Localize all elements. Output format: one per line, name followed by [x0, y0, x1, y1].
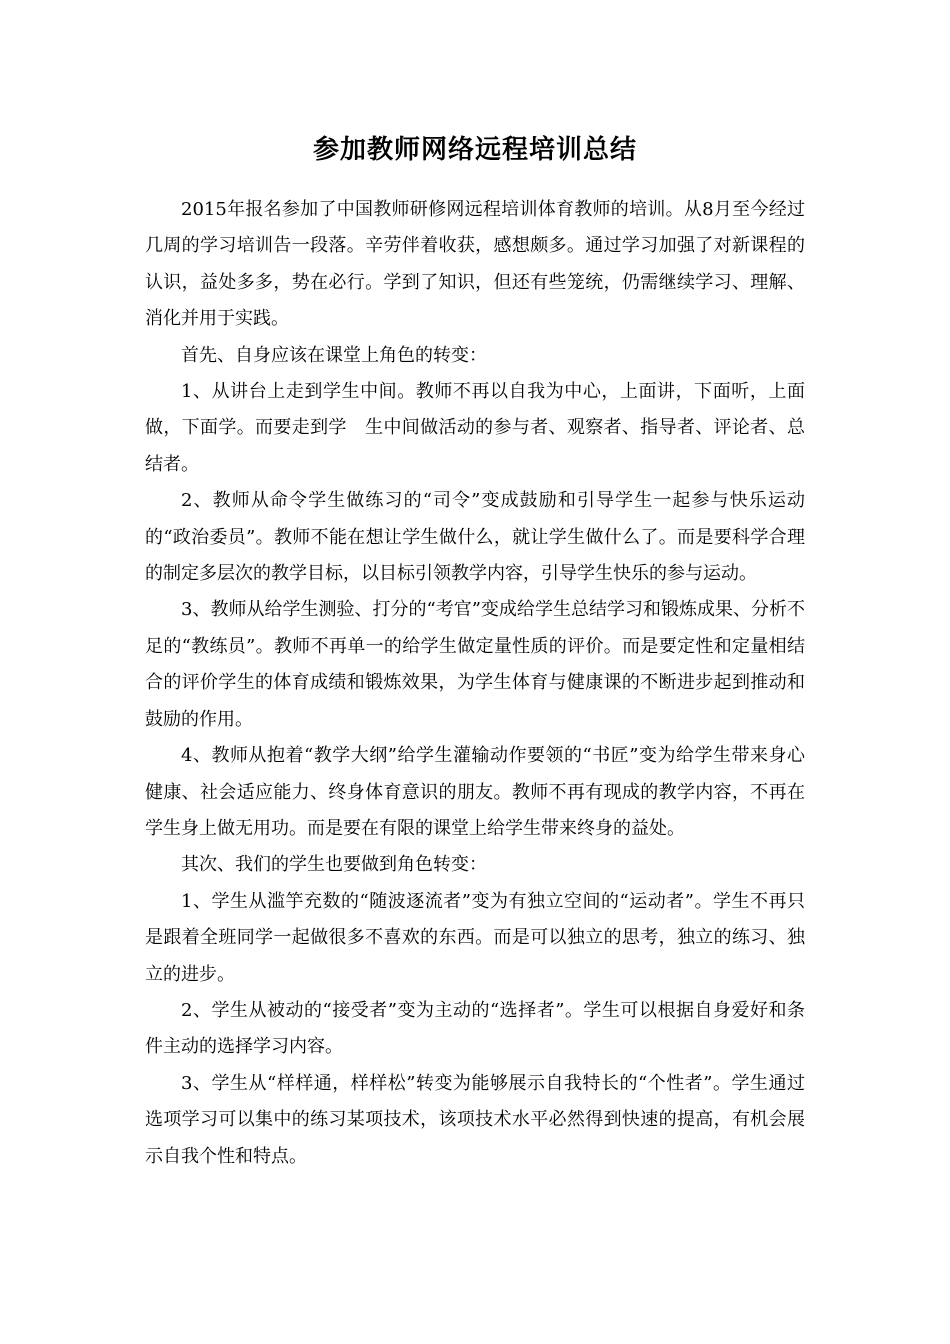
- document-body: [145, 192, 805, 1175]
- paragraph-teacher-point-4: 4、教师从抱着“教学大纲”给学生灌输动作要领的“书匠”变为给学生带来身心健康、社会适应能力、终身体育意识的朋友。教师不再有现成的教学内容，不再在学生身上做无用功。而是要在有限的课堂上给学生带来终身的益处。: [145, 745, 805, 839]
- document-title: 参加教师网络远程培训总结: [312, 135, 637, 165]
- paragraph-student-point-3: 3、学生从“样样通，样样松”转变为能够展示自我特长的“个性者”。学生通过选项学习可以集中的练习某项技术，该项技术水平必然得到快速的提高，有机会展示自我个性和特点。: [145, 1072, 805, 1167]
- paragraph-intro: 2015年报名参加了中国教师研修网远程培训体育教师的培训。从8月至今经过几周的学习培训告一段落。辛劳伴着收获，感想颇多。通过学习加强了对新课程的认识，益处多多，势在必行。学到了知识，但还有些笼统，仍需继续学习、理解、消化并用于实践。: [145, 199, 805, 330]
- paragraph-student-heading: 其次、我们的学生也要做到角色转变：: [181, 854, 487, 876]
- paragraph-teacher-point-1: 1、从讲台上走到学生中间。教师不再以自我为中心，上面讲，下面听，上面做，下面学。而要走到学 生中间做活动的参与者、观察者、指导者、评论者、总结者。: [145, 381, 805, 475]
- paragraph-student-point-2: 2、学生从被动的“接受者”变为主动的“选择者”。学生可以根据自身爱好和条件主动的选择学习内容。: [145, 999, 805, 1058]
- paragraph-student-point-1: 1、学生从滥竽充数的“随波逐流者”变为有独立空间的“运动者”。学生不再只是跟着全班同学一起做很多不喜欢的东西。而是可以独立的思考，独立的练习、独立的进步。: [145, 890, 805, 985]
- paragraph-teacher-point-3: 3、教师从给学生测验、打分的“考官”变成给学生总结学习和锻炼成果、分析不足的“教练员”。教师不再单一的给学生做定量性质的评价。而是要定性和定量相结合的评价学生的体育成绩和锻炼效果，为学生体育与健康课的不断进步起到推动和鼓励的作用。: [145, 599, 805, 730]
- paragraph-teacher-heading: 首先、自身应该在课堂上角色的转变：: [181, 344, 487, 366]
- paragraph-teacher-point-2: 2、教师从命令学生做练习的“司令”变成鼓励和引导学生一起参与快乐运动的“政治委员”。教师不能在想让学生做什么，就让学生做什么了。而是要科学合理的制定多层次的教学目标，以目标引领教学内容，引导学生快乐的参与运动。: [145, 490, 805, 585]
